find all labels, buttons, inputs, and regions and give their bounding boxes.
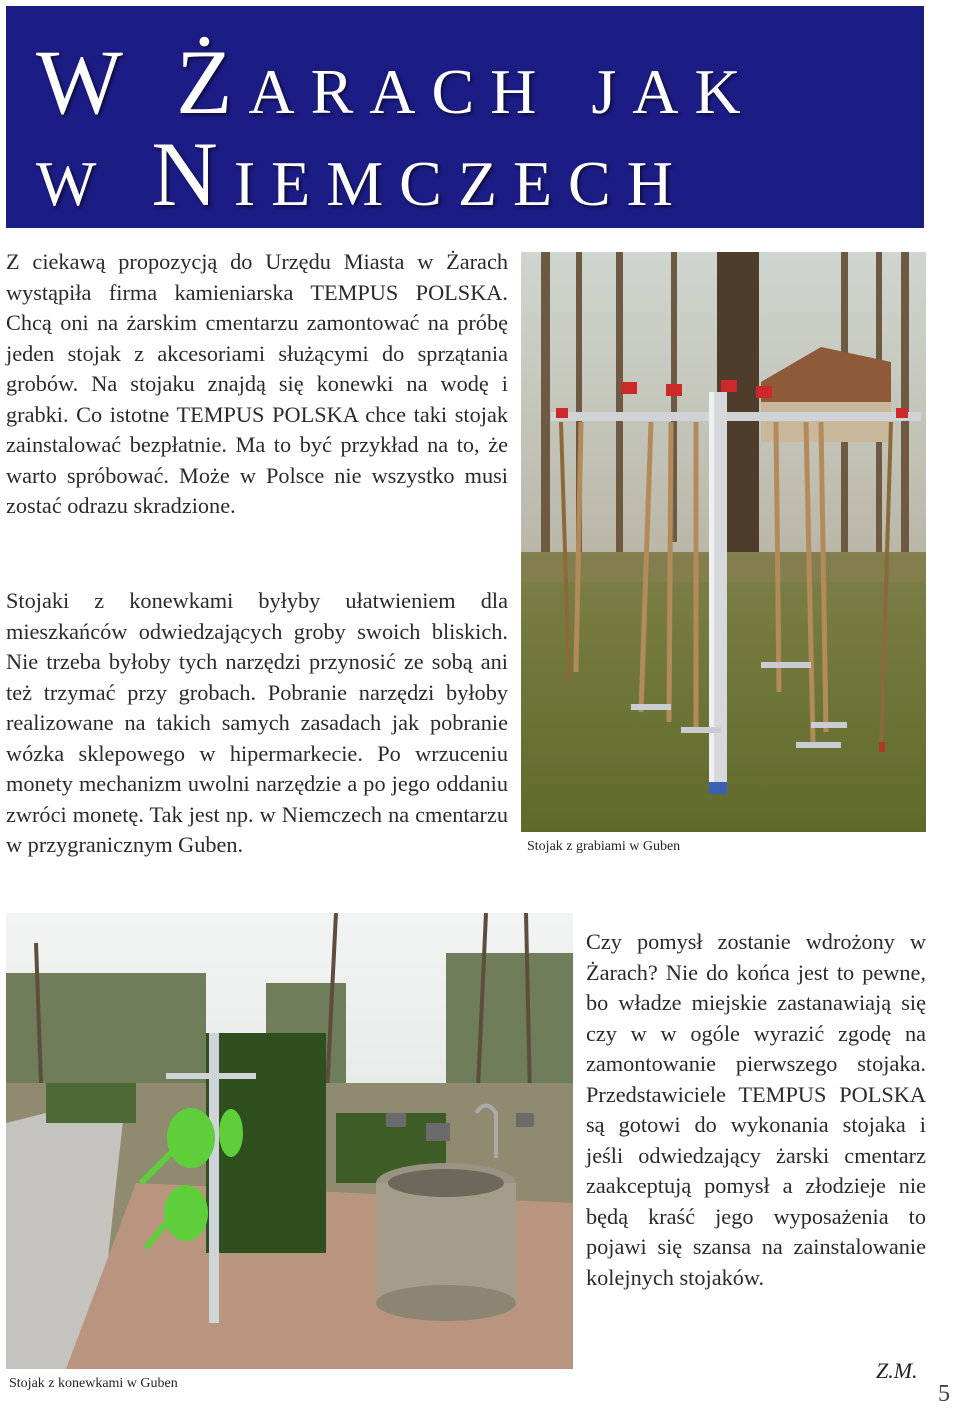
page-number: 5 <box>938 1381 950 1407</box>
article-paragraph-details: Stojaki z konewkami byłyby ułatwieniem dla mieszkańców odwiedzających groby swoich bliskich. Nie trzeba byłoby tych narzędzi przynosić ze sobą ani też trzymać przy grobach. Pobranie narzędzi byłoby realizowane na takich samych zasadach jak pobranie wózka sklepowego w hipermarkecie. Po wrzuceniu monety mechanizm uwolni narzędzie a po jego oddaniu zwróci monetę. Tak jest np. w Niemczech na cmentarzu w przygranicznym Guben. <box>6 588 508 857</box>
watering-can-stand-caption: Stojak z konewkami w Guben <box>9 1376 178 1391</box>
title-banner <box>6 6 924 228</box>
article-paragraph-outlook: Czy pomysł zostanie wdrożony w Żarach? Nie do końca jest to pewne, bo władze miejskie zastanawiają się czy w w ogóle wyrazić zgodę na zamontowanie pierwszego stojaka. Przedstawiciele TEMPUS POLSKA są gotowi do wykonania stojaka i jeśli odwiedzający żarski cmentarz zaakceptują pomysł a złodzieje nie będą kraść jego wyposażenia to pojawi się szansa na zainstalowanie kolejnych stojaków. <box>586 929 926 1290</box>
rake-stand-photo <box>521 252 926 832</box>
title-line-1: W Żarach jak <box>36 31 757 133</box>
watering-can-stand-photo <box>6 913 573 1369</box>
rake-stand-caption: Stojak z grabiami w Guben <box>527 839 681 854</box>
author-initials: Z.M. <box>876 1358 918 1383</box>
title-line-2: w Niemczech <box>36 123 689 225</box>
article-paragraph-intro: Z ciekawą propozycją do Urzędu Miasta w Żarach wystąpiła firma kamieniarska TEMPUS POLSKA. Chcą oni na żarskim cmentarzu zamontować na próbę jeden stojak z akcesoriami służącymi do sprzątania grobów. Na stojaku znajdą się konewki na wodę i grabki. Co istotne TEMPUS POLSKA chce taki stojak zainstalować bezpłatnie. Ma to być przykład na to, że warto spróbować. Może w Polsce nie wszystko musi zostać odrazu skradzione. <box>6 249 508 518</box>
